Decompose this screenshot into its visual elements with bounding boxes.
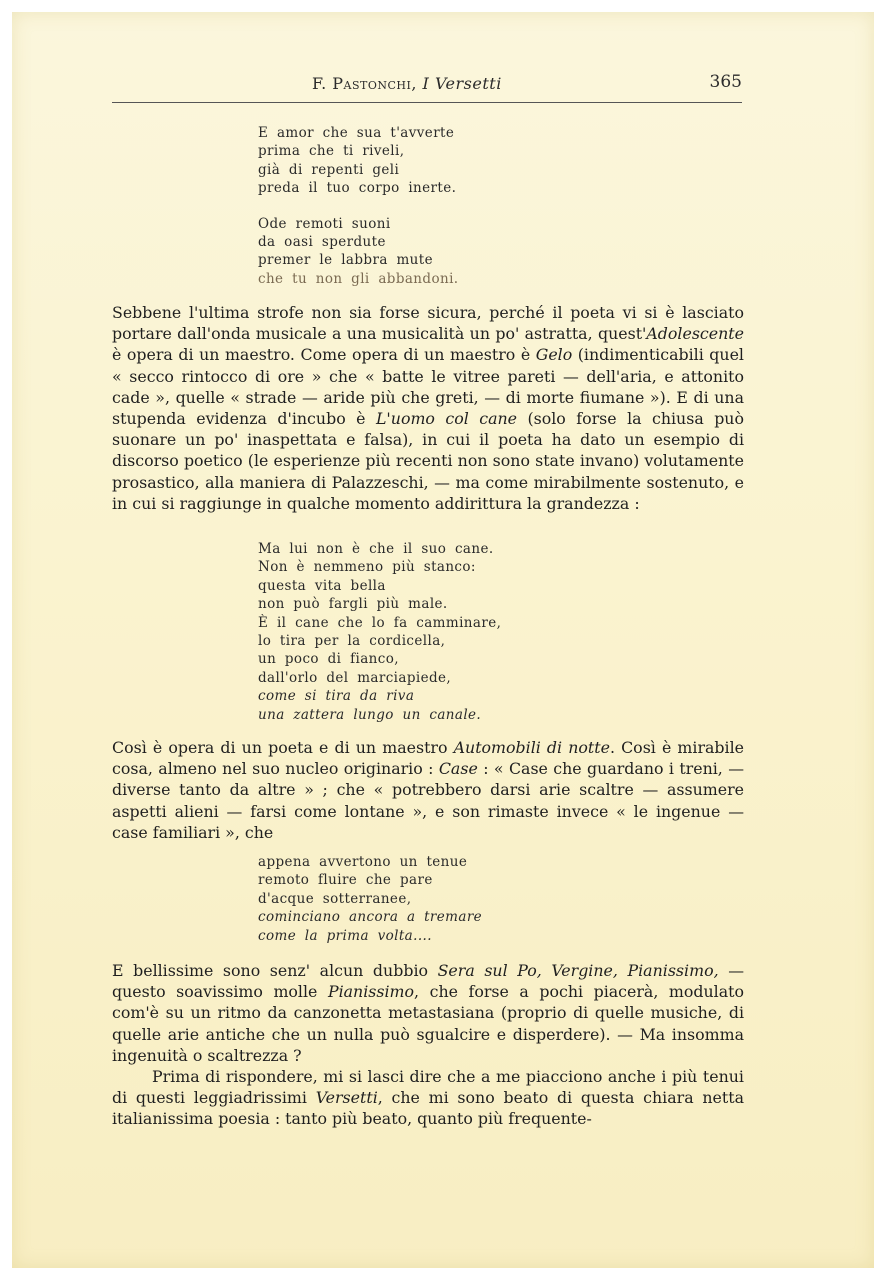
paragraph-4: [112, 1066, 744, 1130]
verse-line: È il cane che lo fa camminare,: [258, 614, 502, 631]
verse-line: dall'orlo del marciapiede,: [258, 669, 452, 686]
text-run: (solo forse la chiusa può suonare un po' inaspettata e falsa), in cui il poeta ha dato un esempio di discorso poetico (le esperienze più recenti non sono state invano) volutamente prosastico, alla maniera di Palazzeschi, — ma come mirabilmente sostenuto, e in cui si raggiunge in qualche momento addirittura la grandezza :: [112, 409, 744, 513]
verse-line: che tu non gli abbandoni.: [258, 270, 459, 287]
verse-line: come si tira da riva: [258, 688, 415, 705]
text-run: Prima di rispondere, mi si lasci dire che a me piacciono anche i più tenui di questi leggiadrissimi: [112, 1067, 744, 1108]
italic-title: Versetti: [315, 1088, 378, 1108]
header-rule: [112, 102, 742, 103]
author-name: Pastonchi: [332, 74, 412, 93]
verse-line: remoto fluire che pare: [258, 872, 433, 889]
paragraph-2: [112, 737, 744, 843]
verse-line: da oasi sperdute: [258, 234, 386, 251]
text-run: , che forse a pochi piacerà, modulato com'è su un ritmo da canzonetta metastasiana (proprio di quelle musiche, di quelle arie antiche che un nulla può sgualcire e disperdere). — Ma insomma ingenuità o scaltrezza ?: [112, 982, 745, 1065]
header-title: [312, 74, 502, 93]
verse-line: non può fargli più male.: [258, 596, 448, 613]
italic-title: Sera sul Po, Vergine, Pianissimo,: [437, 961, 719, 980]
verse-line: d'acque sotterranee,: [258, 890, 412, 907]
italic-title: Pianissimo: [327, 982, 415, 1002]
author-initial: F.: [312, 74, 333, 93]
text-run: . Così è mirabile cosa, almeno nel suo nucleo originario :: [112, 738, 745, 779]
verse-line: prima che ti riveli,: [258, 143, 405, 160]
italic-title: Gelo: [535, 345, 573, 365]
verse-block-3: [258, 853, 482, 945]
verse-block-1: [258, 124, 458, 288]
verse-line: Non è nemmeno più stanco:: [258, 559, 476, 576]
verse-line: premer le labbra mute: [258, 252, 433, 269]
text-run: è opera di un maestro. Come opera di un maestro è: [112, 345, 536, 365]
text-run: (indimenticabili quel « secco rintocco di ore » che « batte le vitree pareti — dell'aria, e attonito cade », quelle « strade — aride più che greti, — di morte fiumane »). E di una stupenda evidenza d'incubo è: [112, 345, 744, 429]
verse-block-2: [258, 540, 501, 724]
text-run: E bellissime sono senz' alcun dubbio: [112, 961, 438, 980]
page-number: 365: [709, 72, 742, 92]
italic-title: Case: [438, 759, 478, 779]
verse-line: E amor che sua t'avverte: [258, 125, 455, 141]
verse-line: come la prima volta....: [258, 927, 432, 944]
stanza-gap: [258, 198, 458, 215]
verse-line: Ode remoti suoni: [258, 215, 391, 232]
header-separator: ,: [411, 74, 423, 93]
verse-line: già di repenti geli: [258, 161, 400, 178]
text-run: Sebbene l'ultima strofe non sia forse sicura, perché il poeta vi si è lasciato portare dall'onda musicale a una musicalità un po' astratta, quest': [112, 303, 744, 344]
text-run: : « Case che guardano i treni, — diverse tanto da altre » ; che « potrebbero darsi arie scaltre — assumere aspetti alieni — farsi come lontane », e son rimaste invece « le ingenue — case familiari », che: [112, 759, 744, 842]
paragraph-3: [112, 960, 744, 1066]
italic-title: L'uomo col cane: [375, 409, 518, 429]
work-title: I Versetti: [422, 74, 502, 93]
verse-line: un poco di fianco,: [258, 651, 399, 668]
italic-title: Adolescente: [646, 324, 744, 344]
text-run: — questo soavissimo molle: [112, 961, 744, 1002]
text-run: Così è opera di un poeta e di un maestro: [112, 738, 454, 757]
verse-line: cominciano ancora a tremare: [258, 909, 483, 926]
verse-line: lo tira per la cordicella,: [258, 633, 446, 650]
verse-line: una zattera lungo un canale.: [258, 706, 482, 723]
verse-line: Ma lui non è che il suo cane.: [258, 541, 494, 557]
verse-line: questa vita bella: [258, 577, 386, 594]
paragraph-1: [112, 302, 744, 514]
text-run: , che mi sono beato di questa chiara netta italianissima poesia : tanto più beato, quanto più frequente-: [112, 1088, 745, 1129]
italic-title: Automobili di notte: [453, 738, 610, 757]
verse-line: preda il tuo corpo inerte.: [258, 180, 457, 197]
running-header: [112, 70, 742, 98]
verse-line: appena avvertono un tenue: [258, 854, 468, 870]
